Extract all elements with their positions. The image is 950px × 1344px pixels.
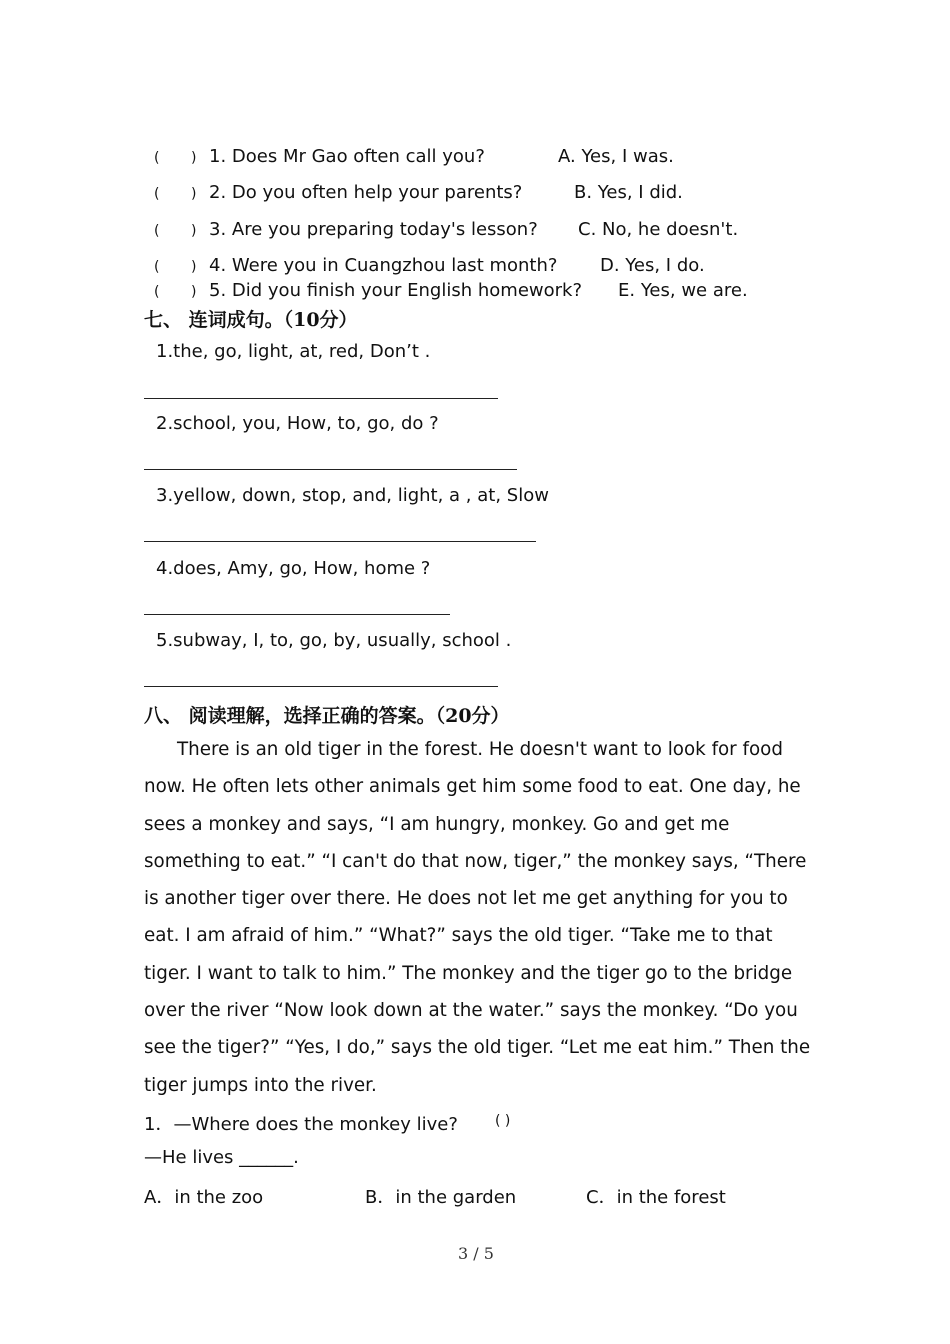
scrambled-sentence: 3.yellow, down, stop, and, light, a , at, Slow — [156, 485, 549, 506]
answer-line — [144, 686, 498, 687]
matching-answer: B. Yes, I did. — [574, 182, 683, 203]
option-b: B．in the garden — [365, 1187, 517, 1208]
answer-paren-open: ( — [154, 259, 160, 275]
answer-line — [144, 614, 450, 615]
scrambled-sentence: 5.subway, I, to, go, by, usually, school . — [156, 630, 512, 651]
section-8-heading: 八、 阅读理解，选择正确的答案。（20分） — [144, 705, 510, 727]
answer-line — [144, 398, 498, 399]
scrambled-sentence: 1.the, go, light, at, red, Don’t . — [156, 341, 431, 362]
answer-paren-open: ( — [154, 223, 160, 239]
reading-passage: There is an old tiger in the forest. He doesn't want to look for food now. He often lets other animals get him some food to eat. One day, he sees a monkey and says, “I am hungry, monkey. Go and get me something to eat.” “I can't do that now, tiger,” the monkey says, “There is another tiger over there. He does not let me get anything for you to eat. I am afraid of him.” “What?” says the old tiger. “Take me to that tiger. I want to talk to him.” The monkey and the tiger go to the bridge over the river “Now look down at the water.” says the monkey. “Do you see the tiger?” “Yes, I do,” says the old tiger. “Let me eat him.” Then the tiger jumps into the river. — [144, 739, 811, 1096]
answer-paren-open: ( — [154, 150, 160, 166]
matching-question: 2. Do you often help your parents? — [209, 182, 523, 203]
matching-question: 1. Does Mr Gao often call you? — [209, 146, 485, 167]
option-c: C．in the forest — [586, 1187, 726, 1208]
answer-paren-close: ) — [191, 150, 197, 166]
answer-paren-close: ) — [191, 284, 197, 300]
page-number: 3 / 5 — [458, 1244, 494, 1263]
question-1-answer-line: —He lives ______. — [144, 1147, 299, 1168]
answer-paren-open: ( — [154, 284, 160, 300]
option-a: A．in the zoo — [144, 1187, 264, 1208]
matching-answer: A. Yes, I was. — [558, 146, 674, 167]
question-1-prompt: 1．—Where does the monkey live? — [144, 1114, 458, 1135]
matching-question: 5. Did you finish your English homework? — [209, 280, 583, 301]
scrambled-sentence: 2.school, you, How, to, go, do ? — [156, 413, 439, 434]
answer-paren-close: ) — [191, 223, 197, 239]
answer-paren-close: ) — [191, 186, 197, 202]
matching-answer: E. Yes, we are. — [618, 280, 748, 301]
question-1-answer-paren: ( ) — [495, 1113, 511, 1129]
scrambled-sentence: 4.does, Amy, go, How, home ? — [156, 558, 431, 579]
matching-question: 3. Are you preparing today's lesson? — [209, 219, 538, 240]
answer-paren-close: ) — [191, 259, 197, 275]
matching-answer: C. No, he doesn't. — [578, 219, 739, 240]
matching-question: 4. Were you in Cuangzhou last month? — [209, 255, 558, 276]
answer-paren-open: ( — [154, 186, 160, 202]
answer-line — [144, 541, 536, 542]
matching-answer: D. Yes, I do. — [600, 255, 705, 276]
section-7-heading: 七、 连词成句。（10分） — [144, 309, 358, 331]
answer-line — [144, 469, 517, 470]
